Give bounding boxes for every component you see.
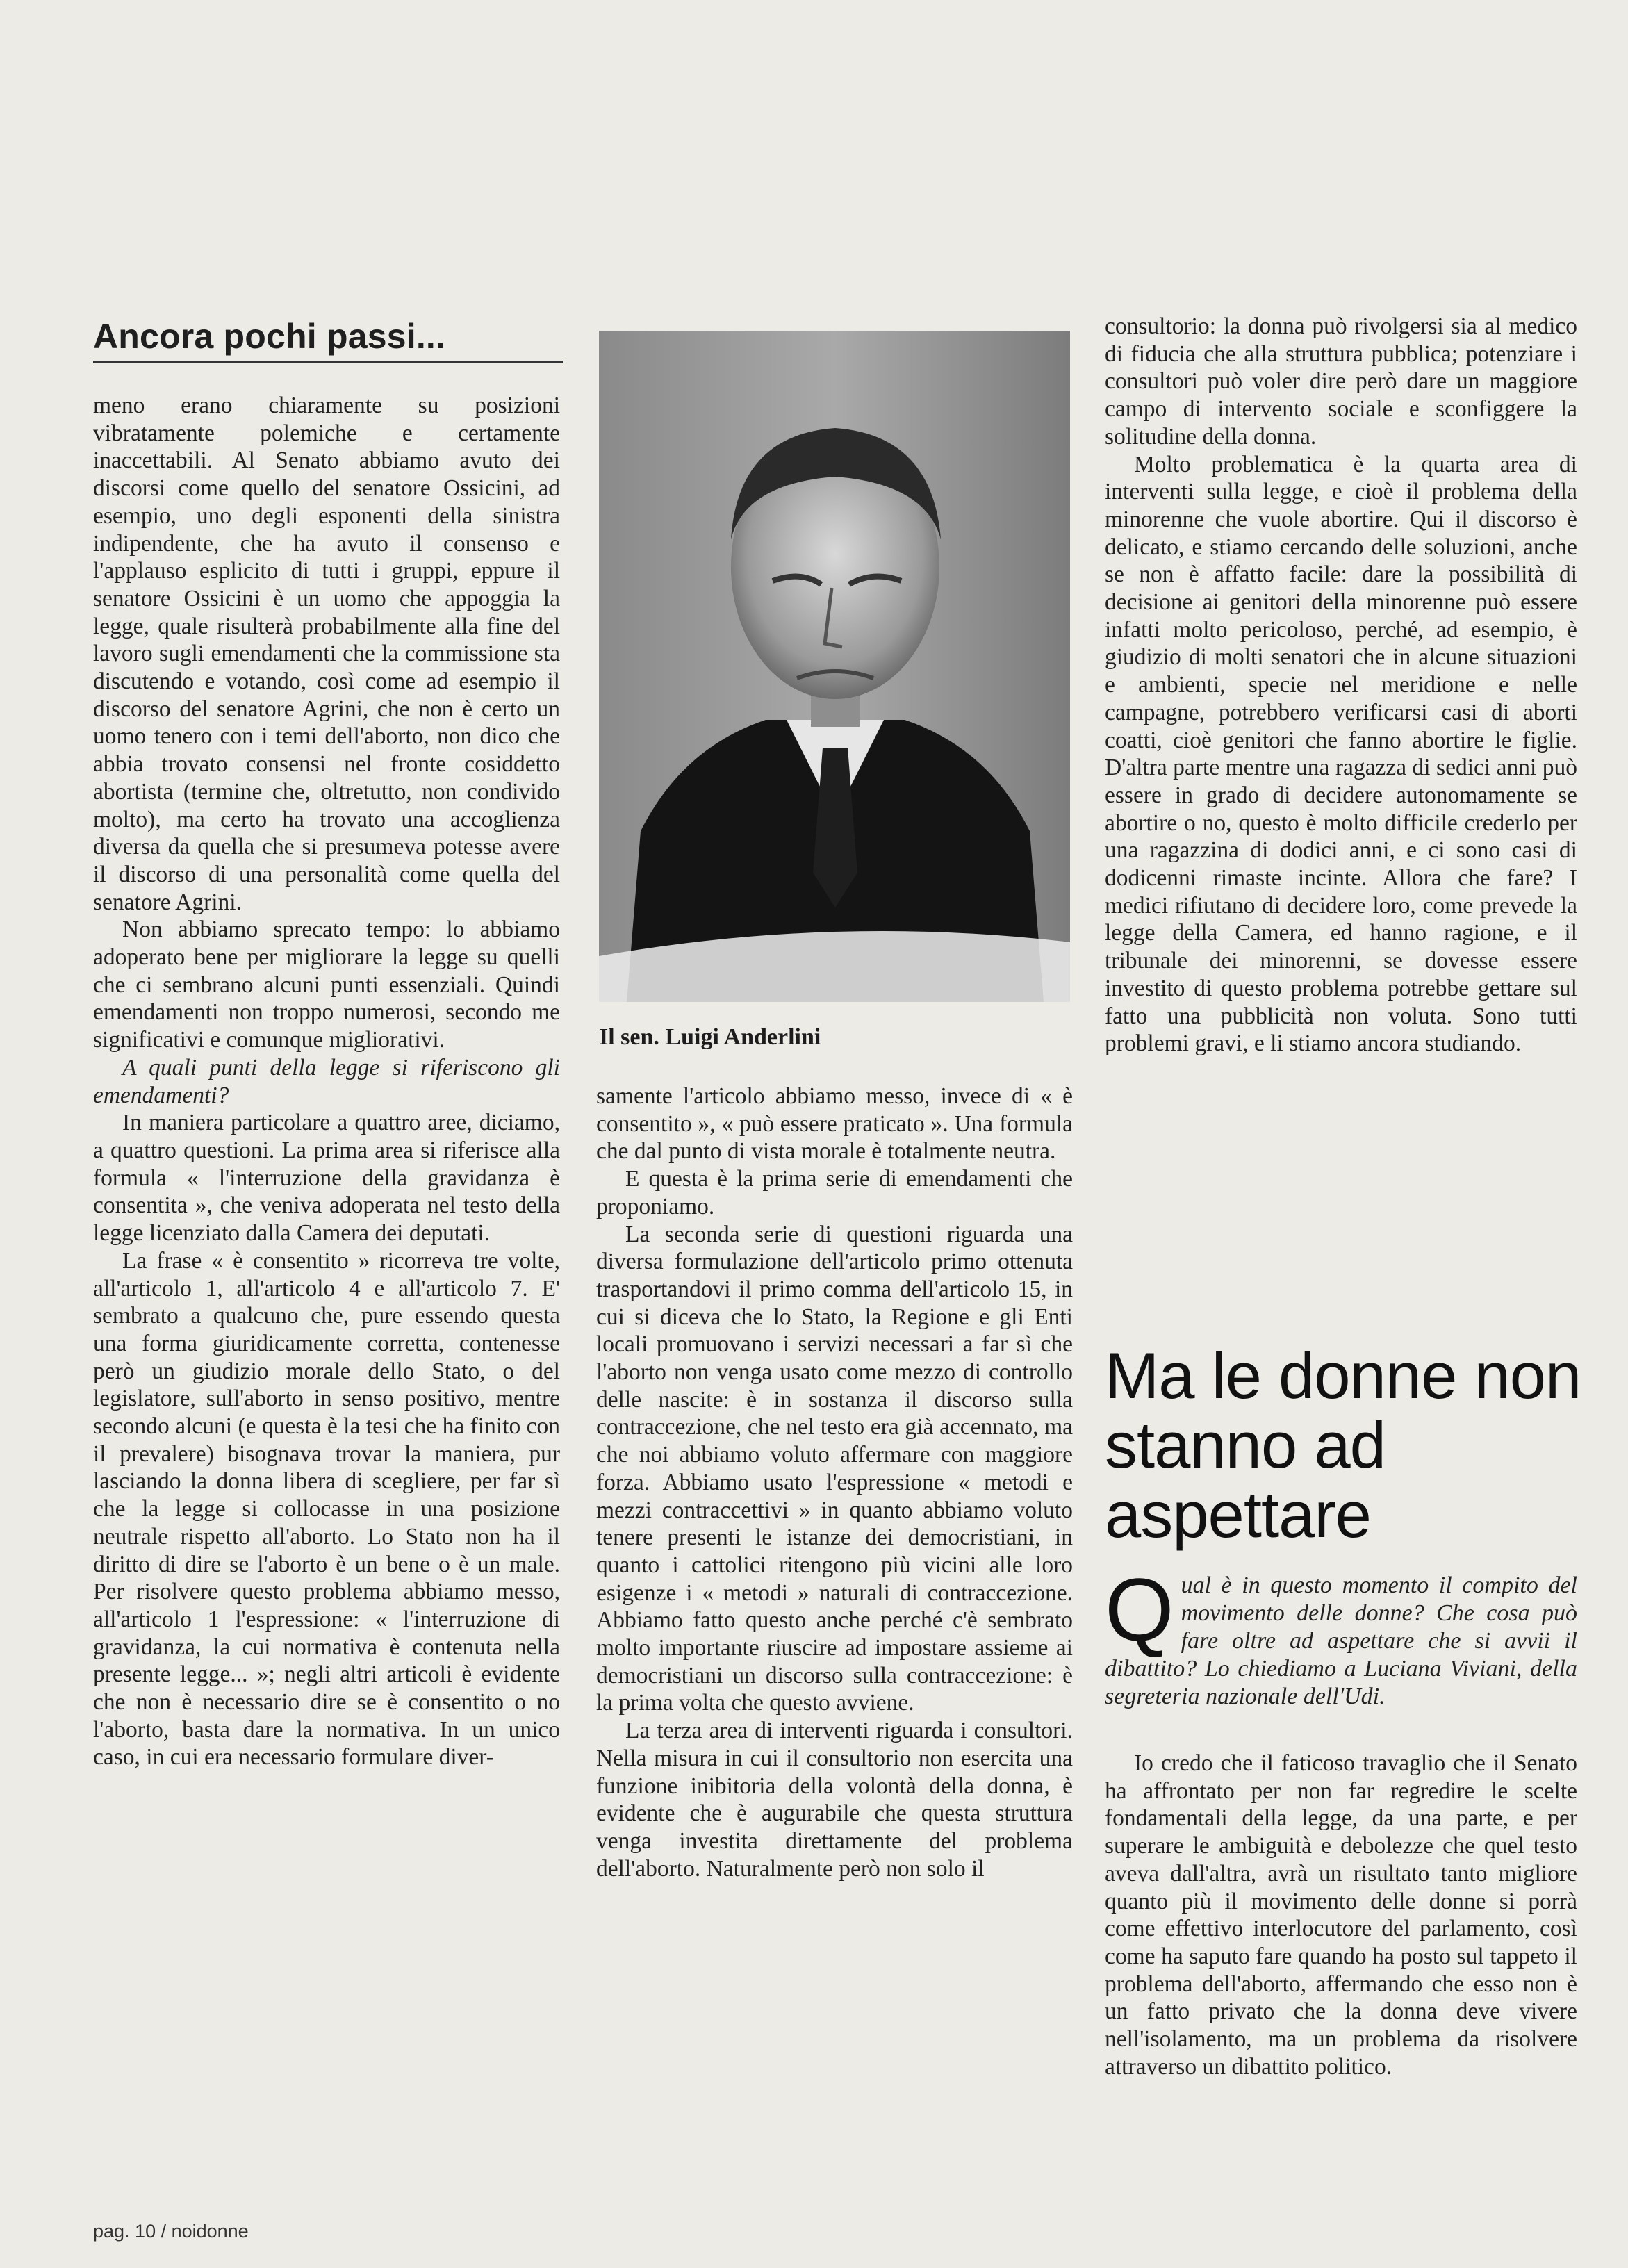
paragraph: In maniera particolare a quattro aree, diciamo, a quattro questioni. La prima area si riferisce alla formula « l'interruzione della gravidanza è consentita », che veniva adoperata nel testo della legge licenziato dalla Camera dei deputati. <box>93 1110 560 1247</box>
paragraph: La seconda serie di questioni riguarda una diversa formulazione dell'articolo primo ottenuta trasportandovi il primo comma dell'articolo 15, in cui si diceva che lo Stato, la Regione e gli Enti locali promuovano i servizi necessari a far sì che l'aborto non venga usato come mezzo di controllo delle nascite: è in sostanza il discorso sulla contraccezione, che nel testo era già accennato, ma che noi abbiamo voluto affermare con maggiore forza. Abbiamo usato l'espressione « metodi e mezzi contraccettivi » in quanto abbiamo voluto tenere presenti le istanze dei democristiani, in quanto i cattolici ritengono più vicini alle loro esigenze i « metodi » naturali di contraccezione. Abbiamo fatto questo anche perché c'è sembrato molto importante riuscire ad impostare assieme ai democristiani un discorso sulla contraccezione: è la prima volta che questo avviene. <box>596 1221 1073 1716</box>
portrait-illustration <box>599 331 1070 1002</box>
column-2 <box>596 1083 1073 1882</box>
column-3 <box>1105 313 1577 1058</box>
paragraph: La terza area di interventi riguarda i consultori. Nella misura in cui il consultorio non esercita una funzione inibitoria della volontà della donna, è evidente che è augurabile che questa struttura venga investita direttamente del problema dell'aborto. Naturalmente però non solo il <box>596 1718 1073 1882</box>
paragraph: Io credo che il faticoso travaglio che il Senato ha affrontato per non far regredire le scelte fondamentali della legge, da una parte, e per superare le ambiguità e debolezze che quel testo aveva dall'altra, avrà un risultato tanto migliore quanto più il movimento delle donne si porrà come effettivo interlocutore del parlamento, così come ha saputo fare quando ha posto sul tappeto il problema dell'aborto, affermando che esso non è un fatto privato che la donna deve vivere nell'isolamento, ma un problema da risolvere attraverso un dibattito politico. <box>1105 1750 1577 2080</box>
column-1 <box>93 392 560 1771</box>
article-intro <box>1105 1561 1577 1711</box>
paragraph: samente l'articolo abbiamo messo, invece di « è consentito », « può essere praticato ». Una formula che dal punto di vista morale è totalmente neutra. <box>596 1083 1073 1165</box>
column-3-article <box>1105 1750 1577 2080</box>
paragraph: Molto problematica è la quarta area di interventi sulla legge, e cioè il problema della minorenne che vuole abortire. Qui il discorso è delicato, e stiamo cercando delle soluzioni, anche se non è affatto facile: dare la possibilità di decisione ai genitori della minorenne può essere infatti molto pericoloso, perché, ad esempio, è giudizio di molti senatori che in alcune situazioni e ambienti, specie nel meridione e nelle campagne, potrebbero verificarsi casi di aborti coatti, cioè genitori che fanno abortire le figlie. D'altra parte mentre una ragazza di sedici anni può essere in grado di decidere autonomamente se abortire o no, questo è molto difficile crederlo per una ragazzina di dodici anni, e ci sono casi di dodicenni rimaste incinte. Allora che fare? I medici rifiutano di decidere loro, come prevede la legge della Camera, ed hanno ragione, e il tribunale dei minorenni, se dovesse essere investito di questo problema potrebbe gettare sul fatto una pubblicità non voluta. Sono tutti problemi gravi, e li stiamo ancora studiando. <box>1105 451 1577 1057</box>
photo-caption: Il sen. Luigi Anderlini <box>599 1024 821 1050</box>
paragraph: Non abbiamo sprecato tempo: lo abbiamo adoperato bene per migliorare la legge su quelli che ci sembrano alcuni punti essenziali. Quindi emendamenti non troppo numerosi, secondo me significativi e comunque migliorativi. <box>93 917 560 1053</box>
portrait-photo <box>599 331 1070 1002</box>
page-footer: pag. 10 / noidonne <box>93 2221 249 2242</box>
article-headline: Ma le donne non stanno ad aspettare <box>1105 1339 1581 1551</box>
paragraph: consultorio: la donna può rivolgersi sia al medico di fiducia che alla struttura pubblica; potenziare i consultori può voler dire però dare un maggiore campo di intervento sociale e sconfiggere la solitudine della donna. <box>1105 313 1577 450</box>
paragraph: meno erano chiaramente su posizioni vibratamente polemiche e certamente inaccettabili. Al Senato abbiamo avuto dei discorsi come quello del senatore Ossicini, ad esempio, uno degli esponenti della sinistra indipendente, che ha avuto il consenso e l'applauso esplicito di tutti i gruppi, eppure il senatore Ossicini è un uomo che appoggia la legge, quale risulterà probabilmente alla fine del lavoro sugli emendamenti che la commissione sta discutendo e votando, così come ad esempio il discorso del senatore Agrini, che non è certo un uomo tenero con i temi dell'aborto, non dico che abbia trovato consensi nel fronte cosiddetto abortista (termine che, oltretutto, non condivido molto), ma certo ha trovato una accoglienza diversa da quella che si presumeva potesse avere il discorso di una personalità come quella del senatore Agrini. <box>93 393 560 915</box>
section-title: Ancora pochi passi... <box>93 316 563 363</box>
intro-text: ual è in questo momento il compito del movimento delle donne? Che cosa può fare oltre ad aspettare che si avvii il dibattito? Lo chiediamo a Luciana Viviani, della segreteria nazionale dell'Udi. <box>1105 1572 1577 1709</box>
drop-cap: Q <box>1105 1561 1174 1660</box>
interview-question: A quali punti della legge si riferiscono gli emendamenti? <box>93 1054 560 1108</box>
paragraph: E questa è la prima serie di emendamenti che proponiamo. <box>596 1166 1073 1219</box>
paragraph: La frase « è consentito » ricorreva tre volte, all'articolo 1, all'articolo 4 e all'articolo 7. E' sembrato a qualcuno che, pure essendo questa una forma giuridicamente corretta, contenesse però un giudizio morale dello Stato, o del legislatore, sull'aborto in senso positivo, mentre secondo alcuni (e questa è la tesi che ha finito con il prevalere) bisognava trovar la maniera, pur lasciando la donna libera di scegliere, per far sì che la legge si collocasse in una posizione neutrale rispetto all'aborto. Lo Stato non ha il diritto di dire se l'aborto è un bene o è un male. Per risolvere questo problema abbiamo messo, all'articolo 1 l'espressione: « l'interruzione di gravidanza, la cui normativa è contenuta nella presente legge... »; negli altri articoli è evidente che non è necessario dire se è consentito o no l'aborto, basta dare la normativa. In un unico caso, in cui era necessario formulare diver- <box>93 1247 560 1770</box>
